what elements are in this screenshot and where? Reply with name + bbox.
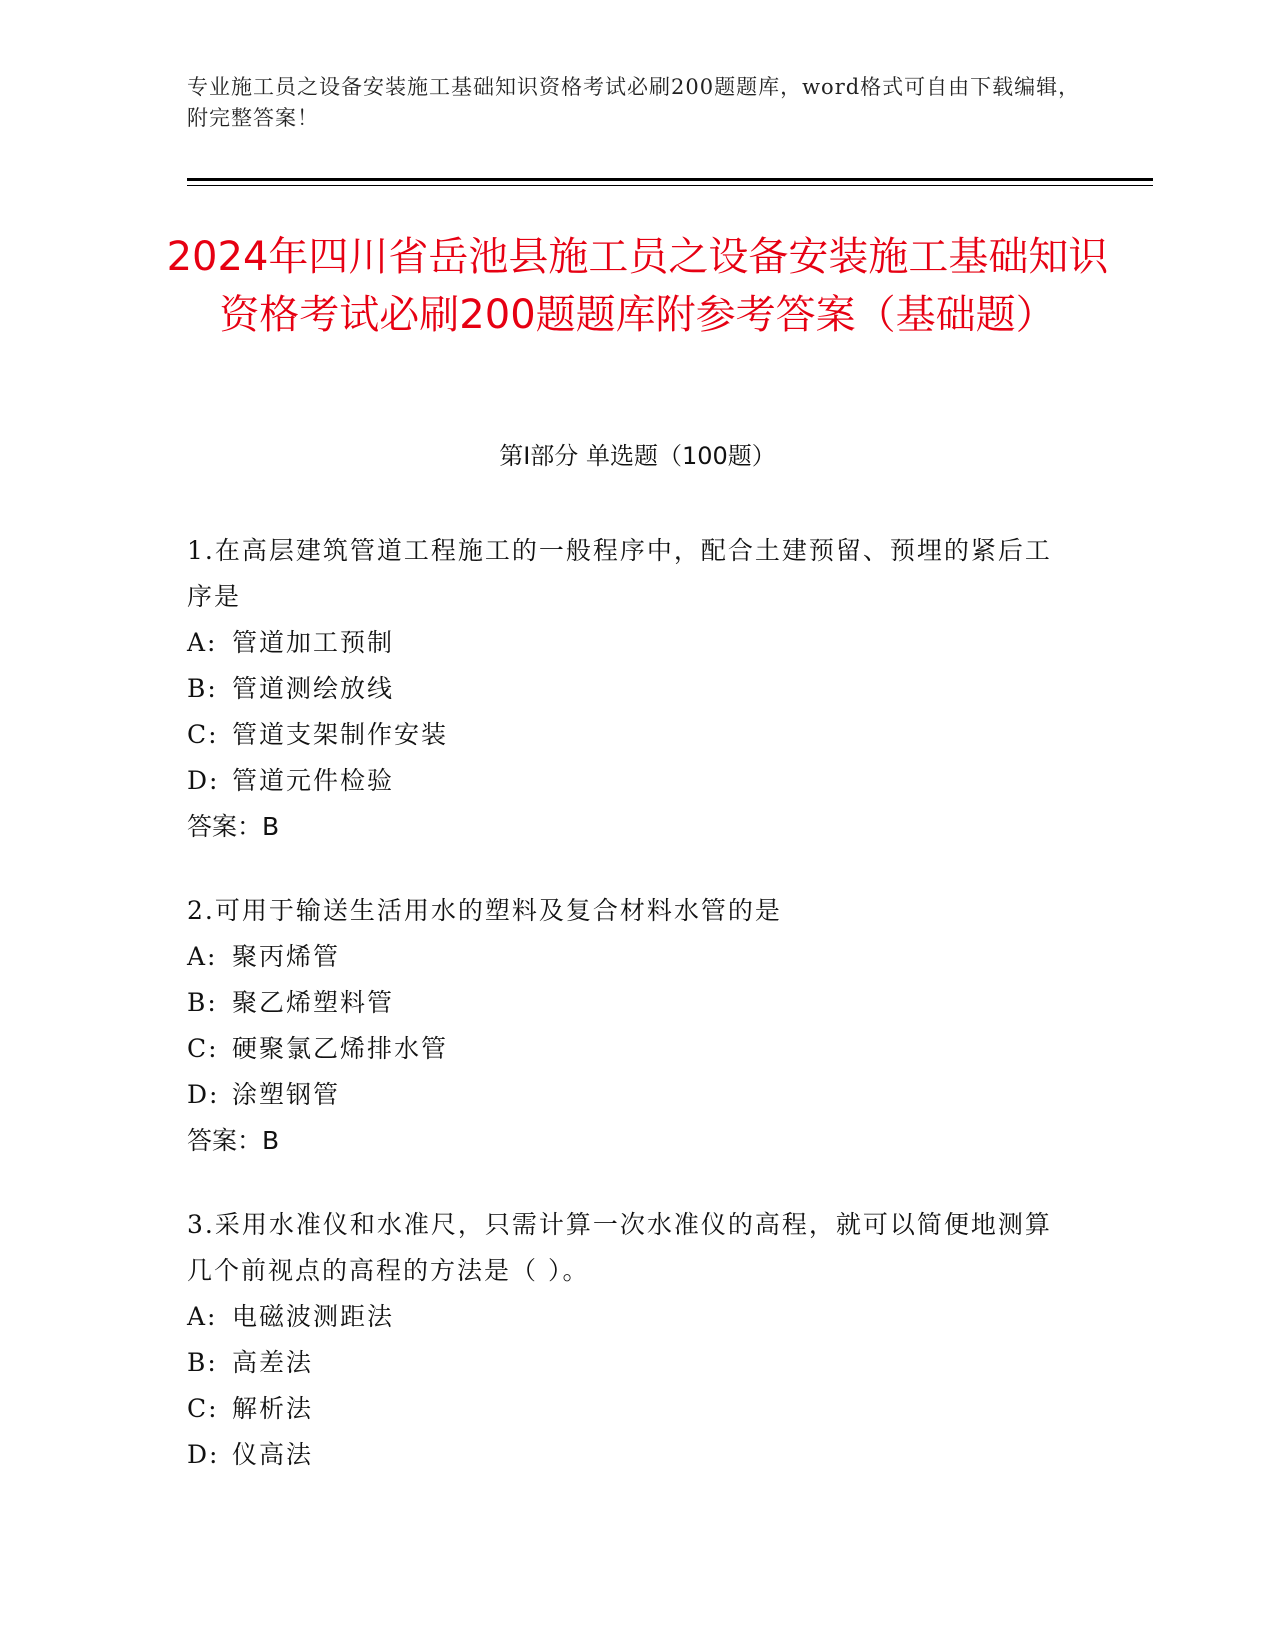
answer-line: 答案：B xyxy=(187,1126,280,1155)
option-key: B: xyxy=(187,674,218,703)
section-title: 第Ⅰ部分 单选题（100题） xyxy=(499,442,776,470)
option-d xyxy=(187,1432,1067,1478)
option-key: B: xyxy=(187,1348,218,1377)
question-stem: 1.在高层建筑管道工程施工的一般程序中，配合土建预留、预埋的紧后工序是 xyxy=(187,536,1052,611)
option-key: C: xyxy=(187,1394,219,1423)
option-b xyxy=(187,980,1067,1026)
option-text: 硬聚氯乙烯排水管 xyxy=(232,1034,449,1063)
question-list xyxy=(187,528,1067,1516)
option-key: A: xyxy=(187,942,218,971)
option-c xyxy=(187,712,1067,758)
option-b xyxy=(187,666,1067,712)
header-divider-thin xyxy=(187,185,1153,186)
question-3 xyxy=(187,1202,1067,1478)
option-text: 电磁波测距法 xyxy=(232,1302,395,1331)
header-note: 专业施工员之设备安装施工基础知识资格考试必刷200题题库，word格式可自由下载编辑，附完整答案！ xyxy=(187,75,1081,130)
option-key: D: xyxy=(187,766,220,795)
question-stem: 3.采用水准仪和水准尺，只需计算一次水准仪的高程，就可以简便地测算几个前视点的高程的方法是（ ）。 xyxy=(187,1210,1052,1285)
option-text: 涂塑钢管 xyxy=(232,1080,341,1109)
option-text: 管道元件检验 xyxy=(232,766,395,795)
option-b xyxy=(187,1340,1067,1386)
option-d xyxy=(187,758,1067,804)
option-text: 聚乙烯塑料管 xyxy=(232,988,395,1017)
option-key: D: xyxy=(187,1080,220,1109)
option-key: C: xyxy=(187,720,219,749)
option-key: C: xyxy=(187,1034,219,1063)
question-1 xyxy=(187,528,1067,850)
option-key: A: xyxy=(187,628,218,657)
option-text: 管道支架制作安装 xyxy=(232,720,449,749)
option-c xyxy=(187,1386,1067,1432)
question-2 xyxy=(187,888,1067,1164)
option-key: A: xyxy=(187,1302,218,1331)
option-a xyxy=(187,620,1067,666)
option-text: 管道测绘放线 xyxy=(232,674,395,703)
header-divider-thick xyxy=(187,178,1153,181)
option-text: 聚丙烯管 xyxy=(232,942,341,971)
answer-line: 答案：B xyxy=(187,812,280,841)
option-a xyxy=(187,934,1067,980)
option-text: 管道加工预制 xyxy=(232,628,395,657)
option-key: B: xyxy=(187,988,218,1017)
option-c xyxy=(187,1026,1067,1072)
option-text: 解析法 xyxy=(232,1394,314,1423)
option-a xyxy=(187,1294,1067,1340)
option-key: D: xyxy=(187,1440,220,1469)
option-text: 高差法 xyxy=(232,1348,314,1377)
document-title: 2024年四川省岳池县施工员之设备安装施工基础知识资格考试必刷200题题库附参考答案（基础题） xyxy=(166,234,1109,338)
option-d xyxy=(187,1072,1067,1118)
question-stem: 2.可用于输送生活用水的塑料及复合材料水管的是 xyxy=(187,896,782,925)
option-text: 仪高法 xyxy=(232,1440,314,1469)
